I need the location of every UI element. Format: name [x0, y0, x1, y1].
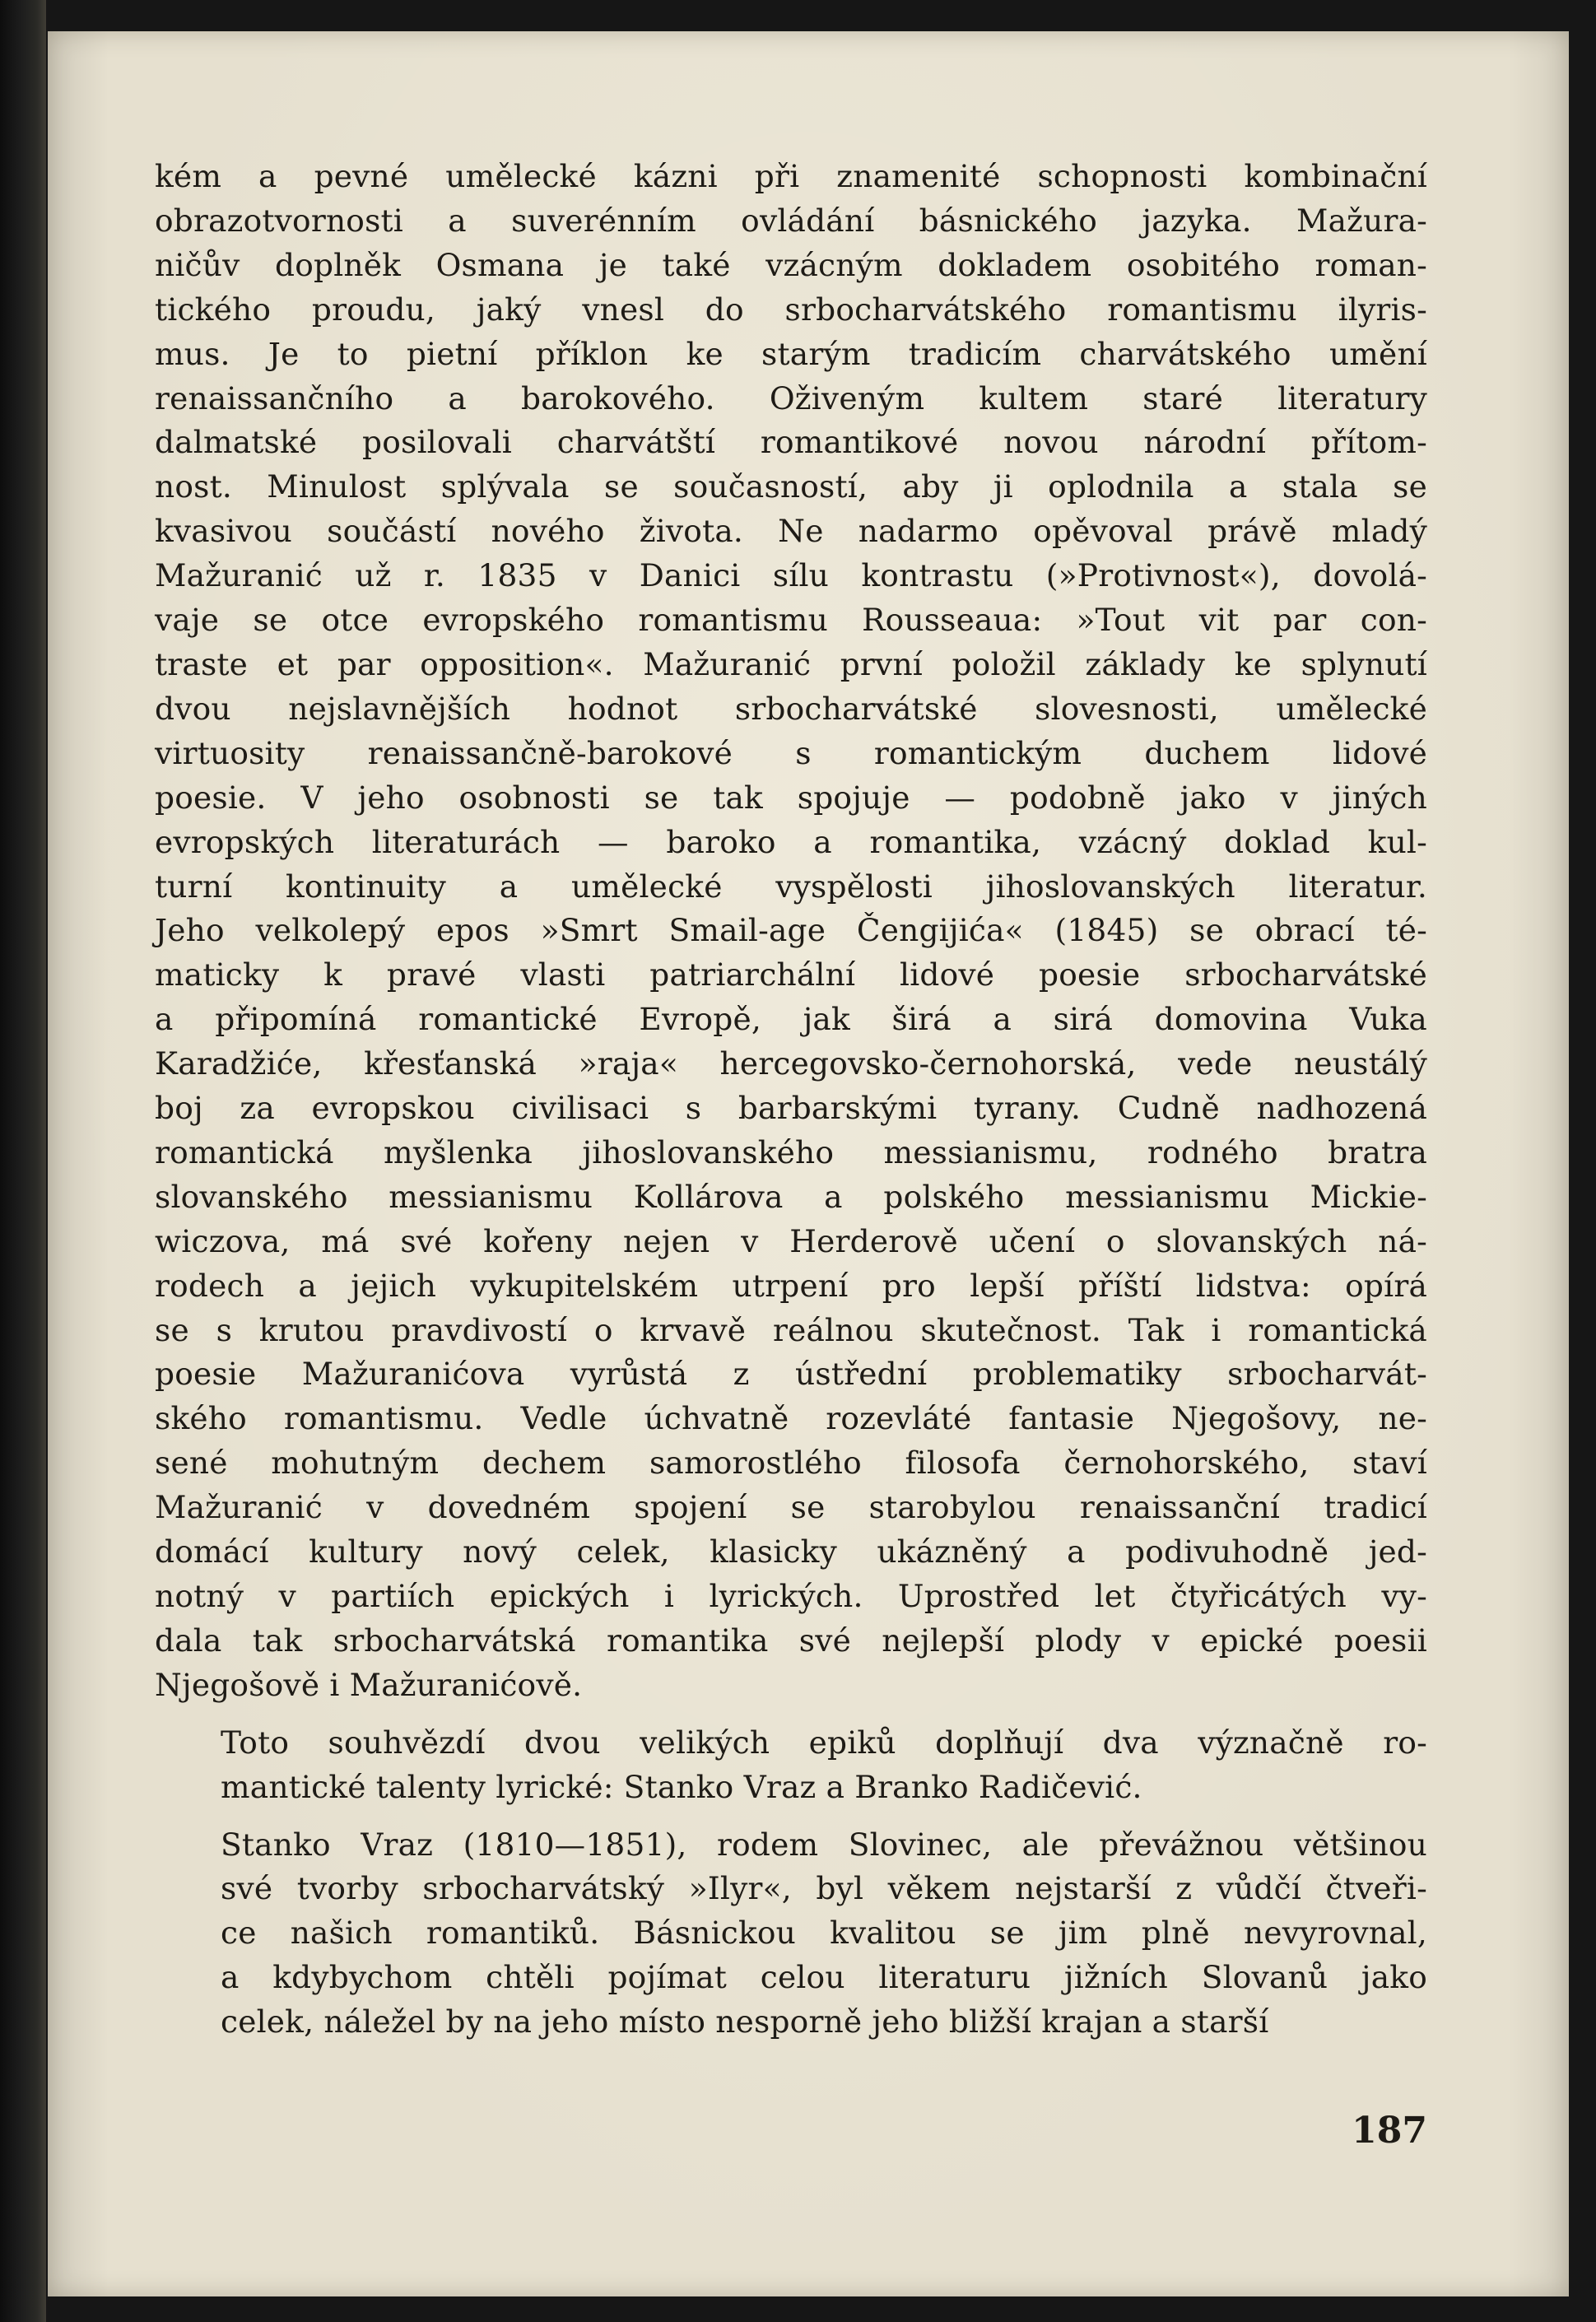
text-line: virtuosity renaissančně-barokové s romantickým duchem lidové [155, 734, 1427, 771]
page-number: 187 [1352, 2110, 1427, 2152]
paragraph [155, 1823, 1427, 2045]
text-line: ce našich romantiků. Básnickou kvalitou se jim plně nevyrovnal, [221, 1915, 1427, 1952]
text-line: se s krutou pravdivostí o krvavě reálnou skutečnost. Tak i romantická [155, 1311, 1427, 1348]
text-line: renaissančního a barokového. Oživeným kultem staré literatury [155, 379, 1427, 416]
text-line: Mažuranić v dovedném spojení se starobylou renaissanční tradicí [155, 1489, 1427, 1526]
text-line: dala tak srbocharvátská romantika své nejlepší plody v epické poesii [155, 1622, 1427, 1659]
text-line: mantické talenty lyrické: Stanko Vraz a Branko Radičević. [221, 1768, 1142, 1805]
text-line: vaje se otce evropského romantismu Rousseaua: »Tout vit par con- [155, 602, 1427, 639]
text-line: Njegošově i Mažuranićově. [155, 1666, 583, 1703]
text-line: a kdybychom chtěli pojímat celou literaturu jižních Slovanů jako [221, 1959, 1427, 1996]
book-spine-edge [0, 0, 46, 2322]
text-line: rodech a jejich vykupitelském utrpení pro lepší příští lidstva: opírá [155, 1267, 1427, 1304]
text-line: nost. Minulost splývala se současností, aby ji oplodnila a stala se [155, 468, 1427, 505]
text-line: Mažuranić už r. 1835 v Danici sílu kontrastu (»Protivnost«), dovolá- [155, 557, 1427, 594]
text-line: romantická myšlenka jihoslovanského messianismu, rodného bratra [155, 1133, 1427, 1170]
text-line: a připomíná romantické Evropě, jak širá a sirá domovina Vuka [155, 1001, 1427, 1038]
text-line: mus. Je to pietní příklon ke starým tradicím charvátského umění [155, 335, 1427, 372]
paragraph [155, 1721, 1427, 1810]
text-line: kém a pevné umělecké kázni při znamenité schopnosti kombinační [155, 158, 1427, 194]
text-line: své tvorby srbocharvátský »Ilyr«, byl věkem nejstarší z vůdčí čtveři- [221, 1870, 1427, 1907]
text-line: notný v partiích epických i lyrických. Uprostřed let čtyřicátých vy- [155, 1578, 1427, 1614]
text-line: Karadžiće, křesťanská »raja« hercegovsko-černohorská, vede neustálý [155, 1045, 1427, 1082]
text-line: evropských literaturách — baroko a romantika, vzácný doklad kul- [155, 823, 1427, 860]
text-line: boj za evropskou civilisaci s barbarskými tyrany. Cudně nadhozená [155, 1090, 1427, 1127]
text-line: tického proudu, jaký vnesl do srbocharvátského romantismu ilyris- [155, 291, 1427, 328]
text-line: Toto souhvězdí dvou velikých epiků doplňují dva význačně ro- [221, 1724, 1427, 1761]
text-line: traste et par opposition«. Mažuranić první položil základy ke splynutí [155, 645, 1427, 682]
text-line: domácí kultury nový celek, klasicky ukázněný a podivuhodně jed- [155, 1533, 1427, 1570]
text-line: sené mohutným dechem samorostlého filosofa černohorského, staví [155, 1445, 1427, 1482]
body-text [155, 155, 1427, 2045]
text-line: poesie Mažuranićova vyrůstá z ústřední problematiky srbocharvát- [155, 1356, 1427, 1393]
paragraph [155, 155, 1427, 1708]
text-line: dalmatské posilovali charvátští romantikové novou národní přítom- [155, 424, 1427, 461]
text-line: kvasivou součástí nového života. Ne nadarmo opěvoval právě mladý [155, 513, 1427, 550]
text-line: wiczova, má své kořeny nejen v Herderově učení o slovanských ná- [155, 1222, 1427, 1259]
text-line: Stanko Vraz (1810—1851), rodem Slovinec, ale převážnou většinou [221, 1826, 1427, 1863]
text-line: turní kontinuity a umělecké vyspělosti jihoslovanských literatur. [155, 868, 1427, 905]
text-line: ského romantismu. Vedle úchvatně rozevláté fantasie Njegošovy, ne- [155, 1400, 1427, 1437]
text-line: ničův doplněk Osmana je také vzácným dokladem osobitého roman- [155, 246, 1427, 283]
text-line: celek, náležel by na jeho místo nesporně jeho bližší krajan a starší [221, 2003, 1269, 2040]
text-line: obrazotvornosti a suverénním ovládání básnického jazyka. Mažura- [155, 202, 1427, 239]
text-line: poesie. V jeho osobnosti se tak spojuje — podobně jako v jiných [155, 779, 1427, 816]
text-line: Jeho velkolepý epos »Smrt Smail-age Čengijića« (1845) se obrací té- [155, 912, 1427, 949]
book-page [48, 31, 1569, 2296]
text-line: maticky k pravé vlasti patriarchální lidové poesie srbocharvátské [155, 956, 1427, 993]
text-line: dvou nejslavnějších hodnot srbocharvátské slovesnosti, umělecké [155, 690, 1427, 727]
text-line: slovanského messianismu Kollárova a polského messianismu Mickie- [155, 1178, 1427, 1215]
